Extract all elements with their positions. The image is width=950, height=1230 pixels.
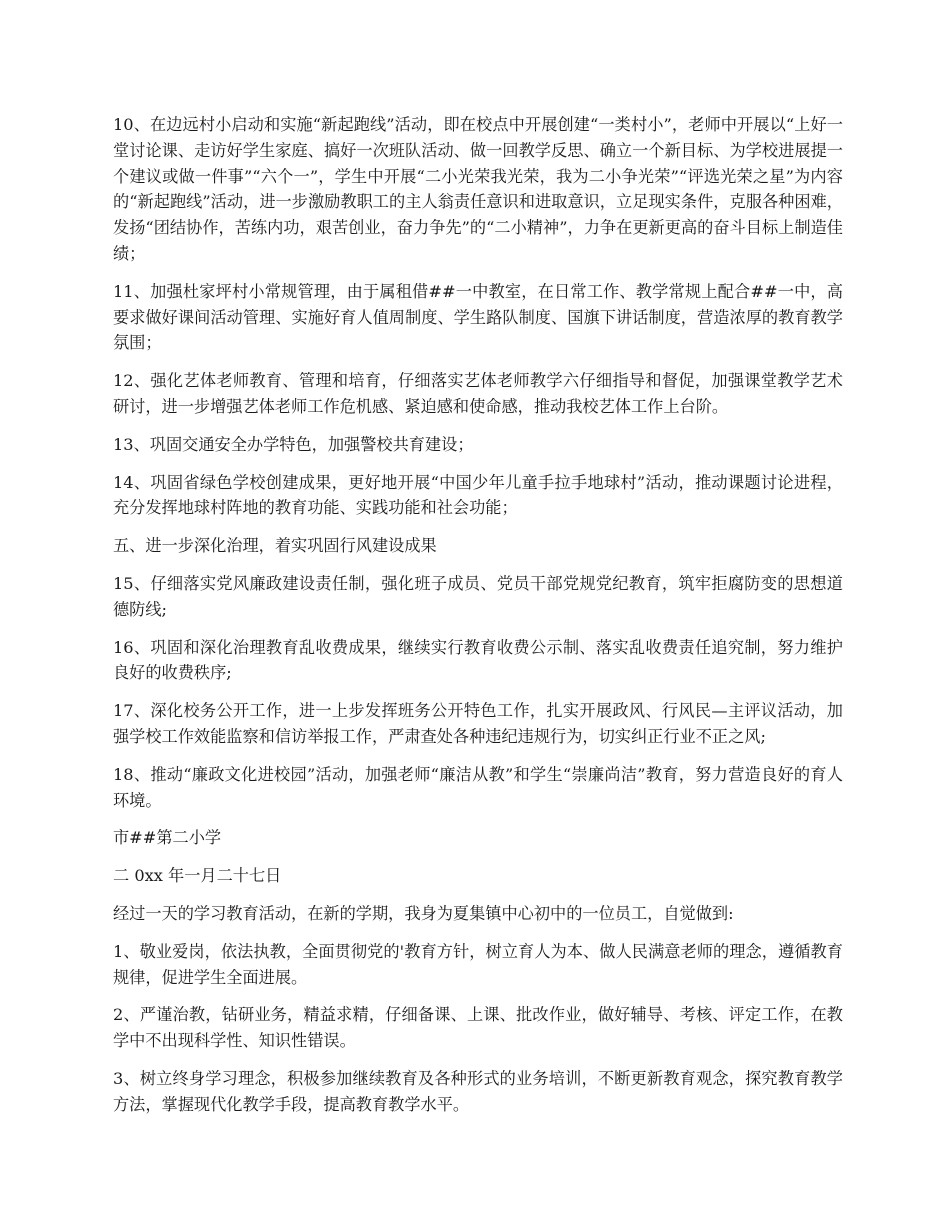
signature-date: 二 0xx 年一月二十七日: [113, 866, 282, 886]
pledge-item-1: 1、敬业爱岗，依法执教，全面贯彻党的'教育方针，树立育人为本、做人民满意老师的理念，遵循教育规律，促进学生全面进展。: [113, 941, 843, 987]
pledge-item-3: 3、树立终身学习理念，积极参加继续教育及各种形式的业务培训，不断更新教育观念，探究教育教学方法，掌握现代化教学手段，提高教育教学水平。: [113, 1068, 843, 1114]
paragraph-item-15: 15、仔细落实党风廉政建设责任制，强化班子成员、党员干部党规党纪教育，筑牢拒腐防变的思想道德防线;: [113, 573, 843, 619]
paragraph-item-14: 14、巩固省绿色学校创建成果，更好地开展“中国少年儿童手拉手地球村”活动，推动课题讨论进程，充分发挥地球村阵地的教育功能、实践功能和社会功能；: [113, 472, 843, 518]
paragraph-item-17: 17、深化校务公开工作，进一上步发挥班务公开特色工作，扎实开展政风、行风民—主评议活动，加强学校工作效能监察和信访举报工作，严肃查处各种违纪违规行为，切实纠正行业不正之风;: [113, 701, 843, 746]
paragraph-item-13: 13、巩固交通安全办学特色，加强警校共育建设；: [113, 434, 474, 454]
signature-school: 市##第二小学: [113, 828, 222, 848]
paragraph-item-12: 12、强化艺体老师教育、管理和培育，仔细落实艺体老师教学六仔细指导和督促，加强课堂教学艺术研讨，进一步增强艺体老师工作危机感、紧迫感和使命感，推动我校艺体工作上台阶。: [113, 371, 843, 416]
pledge-intro: 经过一天的学习教育活动，在新的学期，我身为夏集镇中心初中的一位员工，自觉做到:: [113, 903, 734, 923]
pledge-item-2: 2、严谨治教，钻研业务，精益求精，仔细备课、上课、批改作业，做好辅导、考核、评定工作，在教学中不出现科学性、知识性错误。: [113, 1005, 843, 1051]
paragraph-item-16: 16、巩固和深化治理教育乱收费成果，继续实行教育收费公示制、落实乱收费责任追究制，努力维护良好的收费秩序;: [113, 637, 843, 683]
paragraph-item-18: 18、推动“廉政文化进校园”活动，加强老师“廉洁从教”和学生“崇廉尚洁”教育，努力营造良好的育人环境。: [113, 764, 843, 810]
document-body: [113, 112, 843, 1130]
section-heading-5: 五、进一步深化治理，着实巩固行风建设成果: [113, 536, 437, 556]
paragraph-item-11: 11、加强杜家坪村小常规管理，由于属租借##一中教室，在日常工作、教学常规上配合##一中，高要求做好课间活动管理、实施好育人值周制度、学生路队制度、国旗下讲话制度，营造浓厚的教育教学氛围；: [113, 281, 843, 353]
paragraph-item-10: 10、在边远村小启动和实施“新起跑线”活动，即在校点中开展创建“一类村小”，老师中开展以“上好一堂讨论课、走访好学生家庭、搞好一次班队活动、做一回教学反思、确立一个新目标、为学校进展提一个建议或做一件事”“六个一”，学生中开展“二小光荣我光荣，我为二小争光荣”“评选光荣之星”为内容的“新起跑线”活动，进一步激励教职工的主人翁责任意识和进取意识，立足现实条件，克服各种困难，发扬“团结协作，苦练内功，艰苦创业，奋力争先”的“二小精神”，力争在更新更高的奋斗目标上制造佳绩；: [113, 115, 843, 263]
